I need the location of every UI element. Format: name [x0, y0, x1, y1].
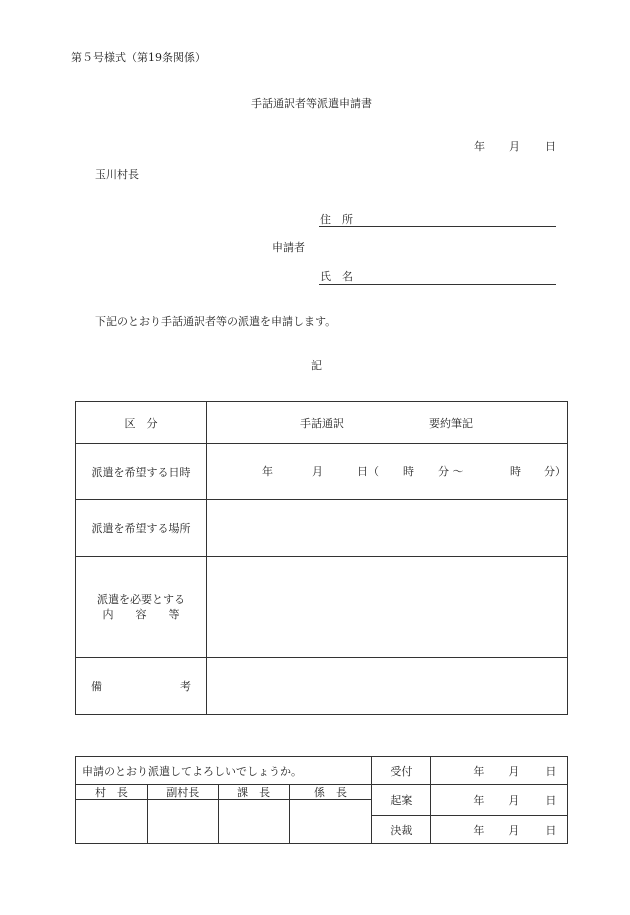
seal-box-deputy-village-head[interactable] — [147, 800, 218, 844]
remarks-value[interactable] — [207, 658, 568, 715]
role-village-head: 村 長 — [76, 785, 148, 800]
remarks-label-left: 備 — [91, 680, 102, 693]
content-value[interactable] — [207, 557, 568, 658]
role-subsection-chief: 係 長 — [289, 785, 372, 800]
place-value[interactable] — [207, 500, 568, 557]
draft-year: 年 — [473, 794, 485, 807]
page-title: 手話通訳者等派遣申請書 — [251, 97, 372, 110]
dt-minute-end: 分） — [544, 465, 566, 478]
dt-minute-start: 分 ～ — [438, 465, 464, 478]
name-field-line[interactable] — [319, 284, 556, 285]
table-row-remarks — [76, 658, 568, 715]
approval-table — [75, 756, 568, 844]
role-deputy-village-head: 副村長 — [147, 785, 218, 800]
ki-mark: 記 — [311, 359, 322, 372]
seal-box-village-head[interactable] — [76, 800, 148, 844]
stamp-label-decision: 決裁 — [372, 816, 431, 844]
form-number: 第５号様式（第19条関係） — [71, 51, 206, 64]
reception-year: 年 — [473, 765, 485, 778]
decision-date[interactable] — [431, 816, 568, 844]
decision-day: 日 — [545, 824, 557, 837]
approval-question: 申請のとおり派遣してよろしいでしょうか。 — [76, 757, 372, 785]
category-options — [207, 402, 568, 444]
name-label: 氏 名 — [320, 270, 353, 283]
option-sign-language[interactable]: 手話通訳 — [300, 417, 344, 430]
reception-date[interactable] — [431, 757, 568, 785]
dt-month: 月 — [312, 465, 323, 478]
role-section-chief: 課 長 — [218, 785, 289, 800]
table-row-datetime — [76, 444, 568, 500]
addressee: 玉川村長 — [95, 168, 139, 181]
address-field-line[interactable] — [319, 226, 556, 227]
address-label: 住 所 — [320, 213, 353, 226]
application-table — [75, 401, 568, 715]
decision-year: 年 — [473, 824, 485, 837]
date-day-label: 日 — [545, 140, 556, 153]
remarks-label-right: 考 — [180, 680, 191, 693]
draft-month: 月 — [508, 794, 520, 807]
draft-date[interactable] — [431, 785, 568, 816]
place-label: 派遣を希望する場所 — [76, 500, 207, 557]
seal-box-section-chief[interactable] — [218, 800, 289, 844]
dt-year: 年 — [262, 465, 273, 478]
datetime-label: 派遣を希望する日時 — [76, 444, 207, 500]
content-label — [76, 557, 207, 658]
datetime-value[interactable] — [207, 444, 568, 500]
remarks-label — [76, 658, 207, 715]
draft-day: 日 — [545, 794, 557, 807]
category-label: 区 分 — [76, 402, 207, 444]
applicant-label: 申請者 — [272, 241, 305, 254]
seal-box-subsection-chief[interactable] — [289, 800, 372, 844]
dt-hour-start: 時 — [403, 465, 414, 478]
dt-hour-end: 時 — [510, 465, 521, 478]
reception-month: 月 — [508, 765, 520, 778]
content-label-line2: 内 容 等 — [102, 608, 180, 621]
dt-day: 日（ — [357, 465, 379, 478]
date-year-label: 年 — [474, 140, 485, 153]
stamp-label-reception: 受付 — [372, 757, 431, 785]
table-row-place — [76, 500, 568, 557]
reception-day: 日 — [545, 765, 557, 778]
intro-text: 下記のとおり手話通訳者等の派遣を申請します。 — [95, 315, 337, 328]
table-row-category — [76, 402, 568, 444]
table-row-content — [76, 557, 568, 658]
decision-month: 月 — [508, 824, 520, 837]
content-label-line1: 派遣を必要とする — [97, 593, 185, 606]
date-month-label: 月 — [509, 140, 520, 153]
stamp-label-draft: 起案 — [372, 785, 431, 816]
option-summary-writing[interactable]: 要約筆記 — [429, 417, 473, 430]
